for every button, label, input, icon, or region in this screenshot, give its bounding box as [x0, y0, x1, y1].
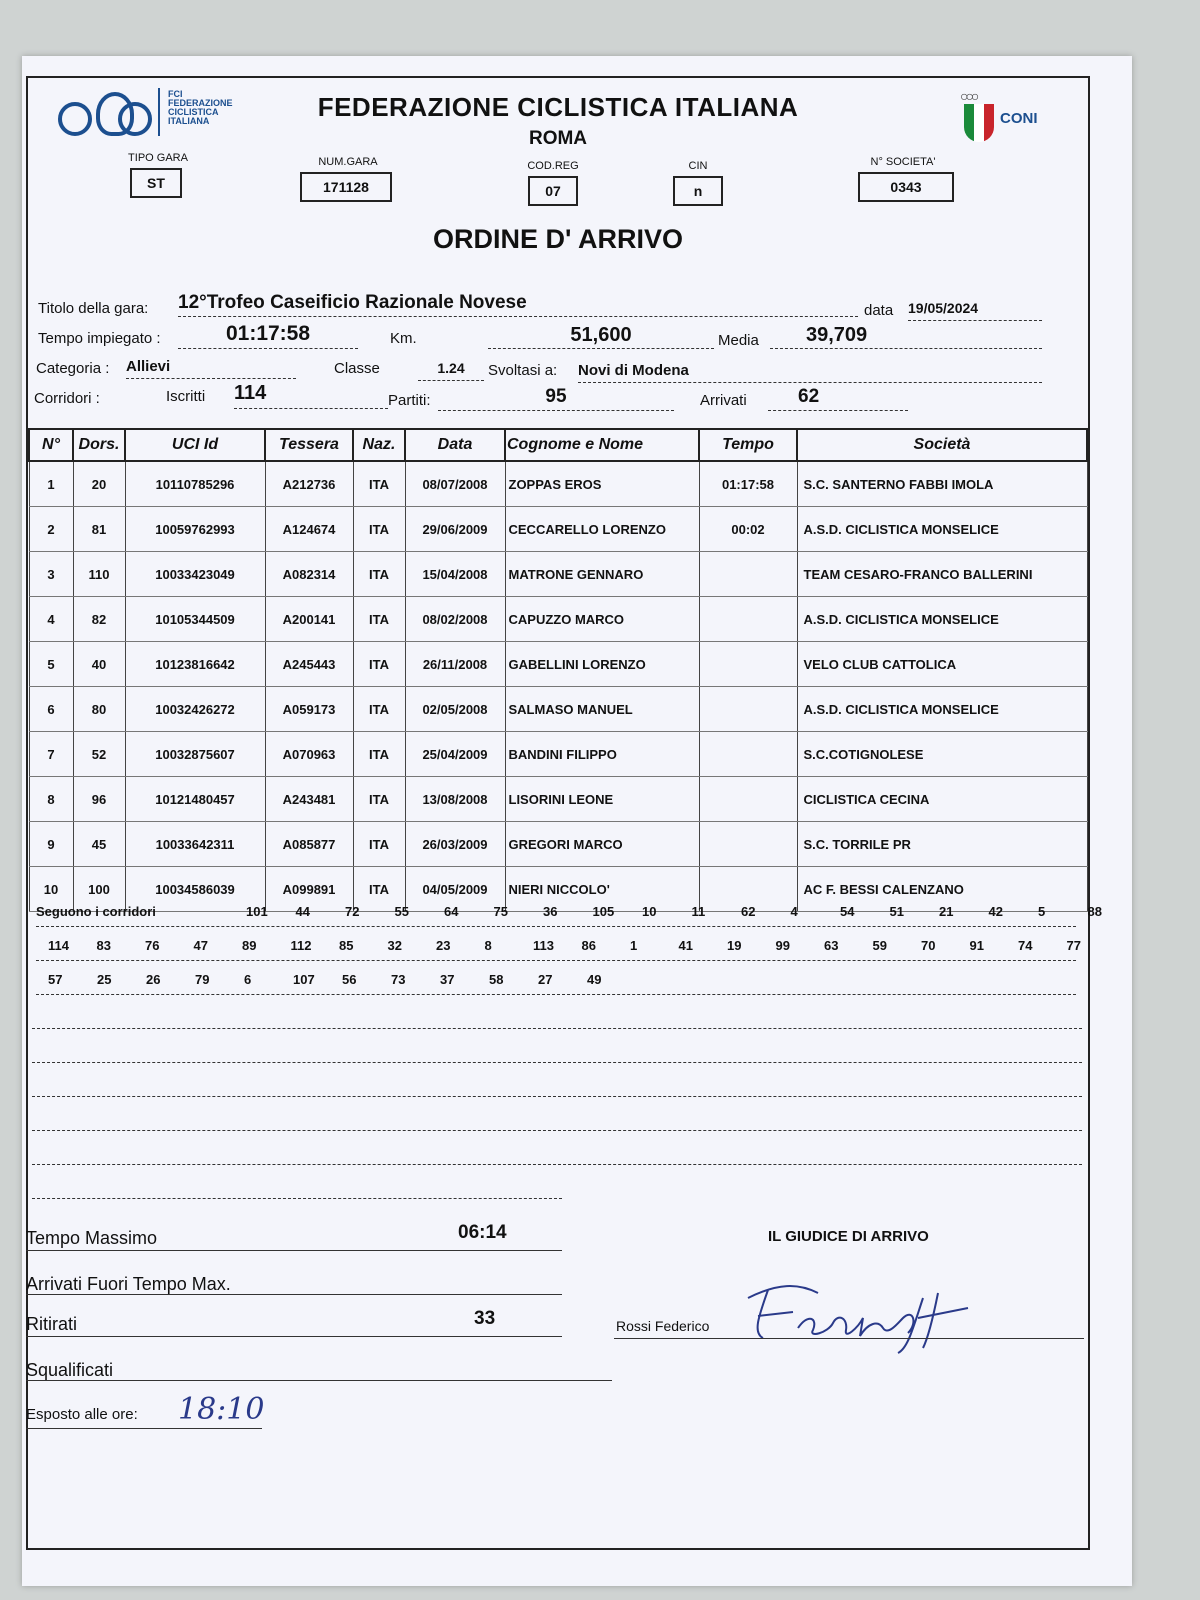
city-title: ROMA [528, 128, 588, 149]
following-number: 88 [1087, 904, 1102, 919]
judge-signature [738, 1278, 998, 1367]
svoltasi-value: Novi di Modena [578, 362, 1042, 383]
following-number: 99 [775, 938, 790, 953]
media-label: Media [718, 332, 759, 349]
following-number: 113 [533, 938, 554, 953]
cell-naz: ITA [353, 687, 405, 732]
cell-dors: 20 [73, 461, 125, 507]
societa-label: N° SOCIETA' [870, 156, 936, 168]
km-value: 51,600 [488, 324, 714, 349]
table-row [29, 507, 1087, 552]
following-number: 77 [1066, 938, 1081, 953]
cin-label: CIN [688, 160, 708, 172]
cell-naz: ITA [353, 507, 405, 552]
following-number: 21 [939, 904, 954, 919]
cell-dors: 110 [73, 552, 125, 597]
cell-rider-name: LISORINI LEONE [505, 777, 699, 822]
following-number: 75 [493, 904, 508, 919]
cell-time [699, 822, 797, 867]
titolo-label: Titolo della gara: [38, 300, 149, 317]
following-number: 73 [391, 972, 406, 987]
cell-team: A.S.D. CICLISTICA MONSELICE [797, 687, 1087, 732]
following-number: 54 [840, 904, 855, 919]
cell-rider-name: MATRONE GENNARO [505, 552, 699, 597]
cell-time: 01:17:58 [699, 461, 797, 507]
cell-dors: 82 [73, 597, 125, 642]
cell-uci-id: 10034586039 [125, 867, 265, 912]
table-row [29, 642, 1087, 687]
cell-team: A.S.D. CICLISTICA MONSELICE [797, 507, 1087, 552]
following-number: 59 [872, 938, 887, 953]
cell-birth-date: 13/08/2008 [405, 777, 505, 822]
olympic-rings-icon: ○○○ [960, 88, 977, 104]
cell-tessera: A243481 [265, 777, 353, 822]
data-label: data [864, 302, 894, 319]
following-number: 85 [339, 938, 354, 953]
societa-box: 0343 [858, 172, 954, 202]
signature-line [614, 1338, 1084, 1339]
arrivati-value: 62 [768, 386, 908, 411]
cell-tessera: A082314 [265, 552, 353, 597]
col-header-pos: N° [29, 429, 73, 461]
iscritti-value: 114 [234, 382, 388, 409]
giudice-name: Rossi Federico [616, 1318, 710, 1334]
following-label: Seguono i corridori [36, 904, 156, 919]
cell-pos: 1 [29, 461, 73, 507]
cell-uci-id: 10059762993 [125, 507, 265, 552]
following-number: 64 [444, 904, 459, 919]
cell-birth-date: 26/11/2008 [405, 642, 505, 687]
cell-uci-id: 10033642311 [125, 822, 265, 867]
ritirati-label: Ritirati [26, 1314, 78, 1334]
footer-line [26, 1336, 562, 1337]
cell-rider-name: SALMASO MANUEL [505, 687, 699, 732]
table-row [29, 822, 1087, 867]
following-number: 83 [96, 938, 111, 953]
blank-line [32, 1164, 1082, 1165]
cell-tessera: A200141 [265, 597, 353, 642]
following-line-2 [36, 938, 1081, 961]
following-number: 47 [193, 938, 208, 953]
following-number: 56 [342, 972, 357, 987]
coni-label: CONI [1000, 110, 1038, 127]
cell-tessera: A070963 [265, 732, 353, 777]
cell-team: CICLISTICA CECINA [797, 777, 1087, 822]
fuori-tempo-label: Arrivati Fuori Tempo Max. [26, 1274, 231, 1294]
cell-tessera: A124674 [265, 507, 353, 552]
following-number: 19 [727, 938, 742, 953]
blank-line [32, 1028, 1082, 1029]
following-number: 76 [145, 938, 160, 953]
cell-birth-date: 25/04/2009 [405, 732, 505, 777]
cell-team: A.S.D. CICLISTICA MONSELICE [797, 597, 1087, 642]
tipo-gara-box: ST [130, 168, 182, 198]
federation-title: FEDERAZIONE CICLISTICA ITALIANA [317, 92, 799, 122]
tempo-value: 01:17:58 [178, 322, 358, 349]
cell-birth-date: 08/02/2008 [405, 597, 505, 642]
cell-pos: 3 [29, 552, 73, 597]
cell-naz: ITA [353, 461, 405, 507]
footer-line [26, 1250, 562, 1251]
tipo-gara-label: TIPO GARA [128, 152, 188, 164]
cell-birth-date: 04/05/2009 [405, 867, 505, 912]
following-number: 107 [293, 972, 315, 987]
cell-rider-name: CECCARELLO LORENZO [505, 507, 699, 552]
tempo-label: Tempo impiegato : [38, 330, 161, 347]
classe-value: 1.24 [418, 360, 484, 381]
following-line-1 [36, 904, 1102, 927]
italy-shield-icon [964, 104, 994, 142]
classe-label: Classe [334, 360, 380, 377]
following-number: 72 [345, 904, 360, 919]
following-number: 63 [824, 938, 839, 953]
km-label: Km. [390, 330, 417, 347]
following-number: 79 [195, 972, 210, 987]
cell-naz: ITA [353, 732, 405, 777]
footer-line [26, 1380, 612, 1381]
following-number: 89 [242, 938, 257, 953]
col-header-tessera: Tessera [265, 429, 353, 461]
blank-line [32, 1062, 1082, 1063]
cell-rider-name: CAPUZZO MARCO [505, 597, 699, 642]
corridori-label: Corridori : [34, 390, 100, 407]
cell-naz: ITA [353, 642, 405, 687]
cell-dors: 96 [73, 777, 125, 822]
cell-tessera: A245443 [265, 642, 353, 687]
cell-pos: 7 [29, 732, 73, 777]
cell-rider-name: GREGORI MARCO [505, 822, 699, 867]
following-number: 86 [581, 938, 596, 953]
cell-team: VELO CLUB CATTOLICA [797, 642, 1087, 687]
order-title: ORDINE D' ARRIVO [433, 224, 683, 254]
fci-logo-text: FCI FEDERAZIONE CICLISTICA ITALIANA [168, 89, 233, 126]
categoria-label: Categoria : [36, 360, 110, 377]
following-number: 6 [244, 972, 252, 987]
cell-dors: 100 [73, 867, 125, 912]
cell-time: 00:02 [699, 507, 797, 552]
ritirati-value: 33 [474, 1308, 496, 1329]
col-header-uci: UCI Id [125, 429, 265, 461]
col-header-tempo: Tempo [699, 429, 797, 461]
titolo-line [178, 292, 858, 317]
footer-line [26, 1428, 262, 1429]
table-header-row [29, 429, 1087, 461]
following-line-3 [36, 972, 1076, 995]
squalificati-label: Squalificati [26, 1360, 114, 1380]
cell-pos: 2 [29, 507, 73, 552]
cell-uci-id: 10032426272 [125, 687, 265, 732]
partiti-value: 95 [438, 386, 674, 411]
cell-uci-id: 10033423049 [125, 552, 265, 597]
cell-dors: 45 [73, 822, 125, 867]
categoria-value: Allievi [126, 358, 296, 379]
cell-uci-id: 10105344509 [125, 597, 265, 642]
cell-time [699, 552, 797, 597]
following-number: 10 [642, 904, 657, 919]
cell-uci-id: 10032875607 [125, 732, 265, 777]
svoltasi-label: Svoltasi a: [488, 362, 558, 379]
col-header-dors: Dors. [73, 429, 125, 461]
coni-logo [956, 86, 1066, 150]
cell-naz: ITA [353, 597, 405, 642]
following-number: 11 [691, 904, 706, 919]
following-number: 5 [1038, 904, 1046, 919]
signature-scribble-icon [738, 1278, 998, 1358]
cod-reg-label: COD.REG [527, 160, 579, 172]
cell-dors: 81 [73, 507, 125, 552]
cell-dors: 52 [73, 732, 125, 777]
following-number: 4 [790, 904, 798, 919]
blank-line [32, 1096, 1082, 1097]
cell-uci-id: 10121480457 [125, 777, 265, 822]
cin-box: n [673, 176, 723, 206]
giudice-label: IL GIUDICE DI ARRIVO [768, 1228, 929, 1245]
arrivati-label: Arrivati [700, 392, 747, 409]
table-row [29, 461, 1087, 507]
following-number: 74 [1018, 938, 1033, 953]
esposto-value: 18:10 [178, 1392, 265, 1427]
cell-naz: ITA [353, 867, 405, 912]
blank-line [32, 1198, 562, 1199]
following-number: 25 [97, 972, 112, 987]
following-number: 51 [889, 904, 904, 919]
following-number: 42 [988, 904, 1003, 919]
following-number: 36 [543, 904, 558, 919]
footer-line [26, 1294, 562, 1295]
cell-team: TEAM CESARO-FRANCO BALLERINI [797, 552, 1087, 597]
col-header-societa: Società [797, 429, 1087, 461]
media-value: 39,709 [770, 324, 1042, 349]
num-gara-box: 171128 [300, 172, 392, 202]
num-gara-label: NUM.GARA [318, 156, 378, 168]
cell-tessera: A085877 [265, 822, 353, 867]
iscritti-label: Iscritti [166, 388, 206, 405]
table-row [29, 777, 1087, 822]
col-header-nome: Cognome e Nome [505, 429, 699, 461]
table-row [29, 732, 1087, 777]
cell-rider-name: GABELLINI LORENZO [505, 642, 699, 687]
cell-dors: 80 [73, 687, 125, 732]
cell-tessera: A059173 [265, 687, 353, 732]
cell-time [699, 732, 797, 777]
cell-time [699, 777, 797, 822]
following-number: 105 [592, 904, 615, 919]
partiti-label: Partiti: [388, 392, 431, 409]
following-number: 70 [921, 938, 936, 953]
cell-pos: 5 [29, 642, 73, 687]
cell-pos: 8 [29, 777, 73, 822]
cell-rider-name: BANDINI FILIPPO [505, 732, 699, 777]
following-number: 8 [484, 938, 492, 953]
cell-tessera: A212736 [265, 461, 353, 507]
cell-birth-date: 15/04/2008 [405, 552, 505, 597]
col-header-data: Data [405, 429, 505, 461]
tempo-massimo-value: 06:14 [458, 1222, 507, 1243]
cell-pos: 9 [29, 822, 73, 867]
following-number: 62 [741, 904, 756, 919]
cell-team: AC F. BESSI CALENZANO [797, 867, 1087, 912]
esposto-label: Esposto alle ore: [26, 1406, 138, 1423]
following-number: 114 [48, 938, 69, 953]
titolo-value: 12°Trofeo Caseificio Razionale Novese [178, 292, 527, 313]
cell-birth-date: 26/03/2009 [405, 822, 505, 867]
cell-rider-name: NIERI NICCOLO' [505, 867, 699, 912]
cell-pos: 6 [29, 687, 73, 732]
cell-birth-date: 02/05/2008 [405, 687, 505, 732]
following-number: 58 [489, 972, 504, 987]
following-number: 23 [436, 938, 451, 953]
document-frame [26, 76, 1102, 1550]
cell-team: S.C. SANTERNO FABBI IMOLA [797, 461, 1087, 507]
cell-time [699, 642, 797, 687]
cell-team: S.C.COTIGNOLESE [797, 732, 1087, 777]
following-number: 27 [538, 972, 553, 987]
following-number: 26 [146, 972, 161, 987]
table-row [29, 552, 1087, 597]
following-number: 1 [630, 938, 638, 953]
cell-naz: ITA [353, 777, 405, 822]
following-number: 55 [394, 904, 409, 919]
following-number: 101 [246, 904, 268, 919]
cell-uci-id: 10110785296 [125, 461, 265, 507]
following-number: 44 [295, 904, 310, 919]
cell-time [699, 687, 797, 732]
cell-pos: 10 [29, 867, 73, 912]
following-number: 49 [587, 972, 602, 987]
table-row [29, 687, 1087, 732]
following-number: 57 [48, 972, 63, 987]
cell-time [699, 597, 797, 642]
cell-rider-name: ZOPPAS EROS [505, 461, 699, 507]
cell-tessera: A099891 [265, 867, 353, 912]
data-value: 19/05/2024 [908, 300, 1042, 321]
following-number: 112 [290, 938, 312, 953]
col-header-naz: Naz. [353, 429, 405, 461]
cell-birth-date: 29/06/2009 [405, 507, 505, 552]
following-number: 91 [969, 938, 984, 953]
cell-dors: 40 [73, 642, 125, 687]
tempo-massimo-label: Tempo Massimo [26, 1228, 158, 1248]
blank-line [32, 1130, 1082, 1131]
cell-birth-date: 08/07/2008 [405, 461, 505, 507]
cell-team: S.C. TORRILE PR [797, 822, 1087, 867]
cell-uci-id: 10123816642 [125, 642, 265, 687]
cell-naz: ITA [353, 552, 405, 597]
table-row [29, 597, 1087, 642]
results-table [28, 428, 1088, 912]
following-number: 37 [440, 972, 455, 987]
cell-pos: 4 [29, 597, 73, 642]
following-number: 32 [387, 938, 402, 953]
cell-naz: ITA [353, 822, 405, 867]
following-number: 41 [678, 938, 693, 953]
cod-reg-box: 07 [528, 176, 578, 206]
